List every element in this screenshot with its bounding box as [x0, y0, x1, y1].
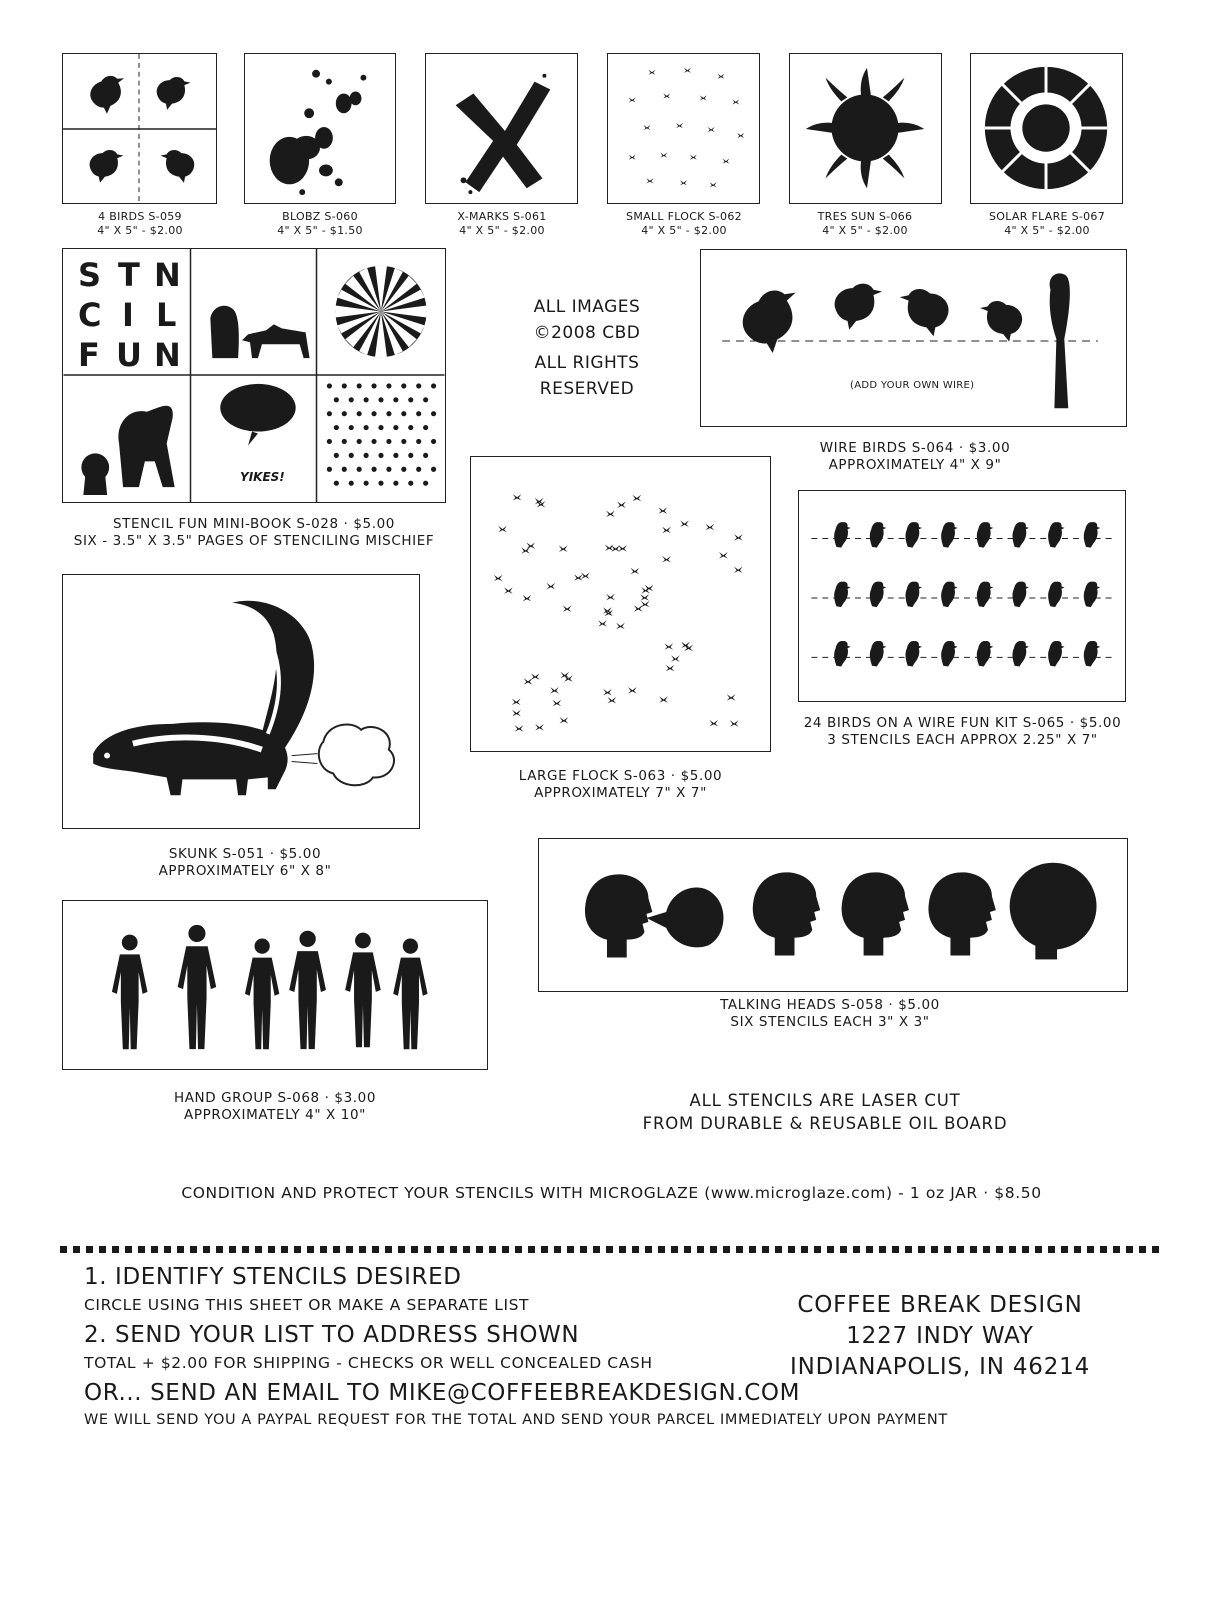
blobz-detail: 4" X 5" - $1.50 — [277, 224, 363, 237]
large-flock-image — [471, 457, 770, 751]
x-marks-image — [426, 54, 577, 203]
stencil-fun-name: STENCIL FUN MINI-BOOK S-028 · $5.00 — [113, 516, 395, 532]
large-flock-caption — [470, 768, 771, 802]
hand-group-name: HAND GROUP S-068 · $3.00 — [173, 1090, 377, 1106]
laser-cut-line1: ALL STENCILS ARE LASER CUT — [689, 1091, 961, 1110]
stencil-fun-caption — [60, 516, 448, 550]
hand-group-stencil[interactable] — [62, 900, 488, 1070]
address-company: COFFEE BREAK DESIGN — [797, 1292, 1083, 1318]
four-birds-name: 4 BIRDS S-059 — [98, 210, 182, 223]
add-wire-note: (ADD YOUR OWN WIRE) — [850, 380, 975, 391]
stencil-fun-letter-i: I — [122, 296, 134, 334]
mailing-address — [780, 1290, 1100, 1383]
four-birds-stencil[interactable] — [62, 53, 217, 204]
stencil-fun-letter-c: C — [78, 296, 102, 334]
small-flock-stencil[interactable] — [607, 53, 760, 204]
skunk-caption — [100, 846, 390, 880]
address-city: INDIANAPOLIS, IN 46214 — [789, 1354, 1090, 1380]
email-title: OR... SEND AN EMAIL TO MIKE@COFFEEBREAKDESIGN.COM — [84, 1380, 801, 1406]
talking-heads-name: TALKING HEADS S-058 · $5.00 — [720, 997, 940, 1013]
birds-wire-kit-detail: 3 STENCILS EACH APPROX 2.25" X 7" — [827, 732, 1098, 748]
skunk-stencil[interactable] — [62, 574, 420, 829]
wire-birds-detail: APPROXIMATELY 4" X 9" — [828, 457, 1002, 473]
large-flock-stencil[interactable] — [470, 456, 771, 752]
four-birds-caption — [40, 210, 240, 238]
stencil-fun-letter-u: U — [116, 336, 142, 374]
solar-flare-caption — [947, 210, 1147, 238]
x-marks-stencil[interactable] — [425, 53, 578, 204]
large-flock-name: LARGE FLOCK S-063 · $5.00 — [518, 768, 723, 784]
dotted-divider — [60, 1246, 1163, 1253]
copyright-line3: ALL RIGHTS — [534, 353, 640, 373]
large-flock-detail: APPROXIMATELY 7" X 7" — [534, 785, 707, 801]
birds-wire-kit-caption — [780, 715, 1145, 749]
talking-heads-image — [539, 839, 1127, 991]
four-birds-image — [63, 54, 216, 203]
skunk-image — [63, 575, 419, 828]
wire-birds-caption — [740, 440, 1090, 474]
stencil-fun-letter-f: F — [78, 336, 100, 374]
wire-birds-image — [701, 250, 1126, 426]
small-flock-image — [608, 54, 759, 203]
solar-flare-name: SOLAR FLARE S-067 — [988, 210, 1106, 223]
step1-detail: CIRCLE USING THIS SHEET OR MAKE A SEPARATE LIST — [84, 1296, 530, 1314]
step2-detail: TOTAL + $2.00 FOR SHIPPING - CHECKS OR WELL CONCEALED CASH — [84, 1354, 653, 1372]
hand-group-caption — [130, 1090, 420, 1124]
solar-flare-image — [971, 54, 1122, 203]
laser-cut-line2: FROM DURABLE & REUSABLE OIL BOARD — [642, 1114, 1008, 1133]
tres-sun-caption — [765, 210, 965, 238]
stencil-fun-letter-n: N — [154, 256, 181, 294]
address-street: 1227 INDY WAY — [846, 1323, 1034, 1349]
blobz-caption — [220, 210, 420, 238]
solar-flare-detail: 4" X 5" - $2.00 — [1004, 224, 1090, 237]
wire-birds-name: WIRE BIRDS S-064 · $3.00 — [819, 440, 1011, 456]
four-birds-detail: 4" X 5" - $2.00 — [97, 224, 183, 237]
talking-heads-caption — [680, 997, 980, 1031]
small-flock-name: SMALL FLOCK S-062 — [626, 210, 742, 223]
step2-title: 2. SEND YOUR LIST TO ADDRESS SHOWN — [84, 1322, 580, 1348]
skunk-detail: APPROXIMATELY 6" X 8" — [158, 863, 332, 879]
stencil-fun-detail: SIX - 3.5" X 3.5" PAGES OF STENCILING MISCHIEF — [73, 533, 435, 549]
microglaze-note: CONDITION AND PROTECT YOUR STENCILS WITH MICROGLAZE (www.microglaze.com) - 1 oz JAR · $8.50 — [181, 1184, 1042, 1202]
solar-flare-stencil[interactable] — [970, 53, 1123, 204]
copyright-line1: ALL IMAGES — [533, 297, 641, 317]
birds-wire-kit-image — [799, 491, 1125, 701]
x-marks-name: X-MARKS S-061 — [457, 210, 547, 223]
birds-wire-kit-stencil[interactable] — [798, 490, 1126, 702]
copyright-line4: RESERVED — [539, 379, 635, 399]
blobz-name: BLOBZ S-060 — [282, 210, 358, 223]
stencil-fun-letter-s: S — [78, 256, 102, 294]
copyright-note — [512, 294, 662, 402]
stencil-fun-letter-l: L — [156, 296, 177, 334]
blobz-stencil[interactable] — [244, 53, 396, 204]
step1-title: 1. IDENTIFY STENCILS DESIRED — [84, 1264, 462, 1290]
x-marks-caption — [402, 210, 602, 238]
talking-heads-detail: SIX STENCILS EACH 3" X 3" — [730, 1014, 930, 1030]
birds-wire-kit-name: 24 BIRDS ON A WIRE FUN KIT S-065 · $5.00 — [803, 715, 1122, 731]
copyright-line2: ©2008 CBD — [533, 323, 641, 343]
tres-sun-name: TRES SUN S-066 — [817, 210, 913, 223]
hand-group-detail: APPROXIMATELY 4" X 10" — [184, 1107, 366, 1123]
yikes-text: YIKES! — [240, 470, 285, 484]
wire-birds-stencil[interactable] — [700, 249, 1127, 427]
tres-sun-detail: 4" X 5" - $2.00 — [822, 224, 908, 237]
email-detail: WE WILL SEND YOU A PAYPAL REQUEST FOR THE TOTAL AND SEND YOUR PARCEL IMMEDIATELY UPON PAYMENT — [84, 1412, 948, 1428]
hand-group-image — [63, 901, 487, 1069]
stencil-fun-letter-t: T — [118, 256, 140, 294]
talking-heads-stencil[interactable] — [538, 838, 1128, 992]
skunk-name: SKUNK S-051 · $5.00 — [168, 846, 322, 862]
laser-cut-note — [600, 1089, 1050, 1135]
stencil-fun-letter-n2: N — [154, 336, 181, 374]
tres-sun-image — [790, 54, 941, 203]
tres-sun-stencil[interactable] — [789, 53, 942, 204]
x-marks-detail: 4" X 5" - $2.00 — [459, 224, 545, 237]
blobz-image — [245, 54, 395, 203]
small-flock-caption — [584, 210, 784, 238]
small-flock-detail: 4" X 5" - $2.00 — [641, 224, 727, 237]
